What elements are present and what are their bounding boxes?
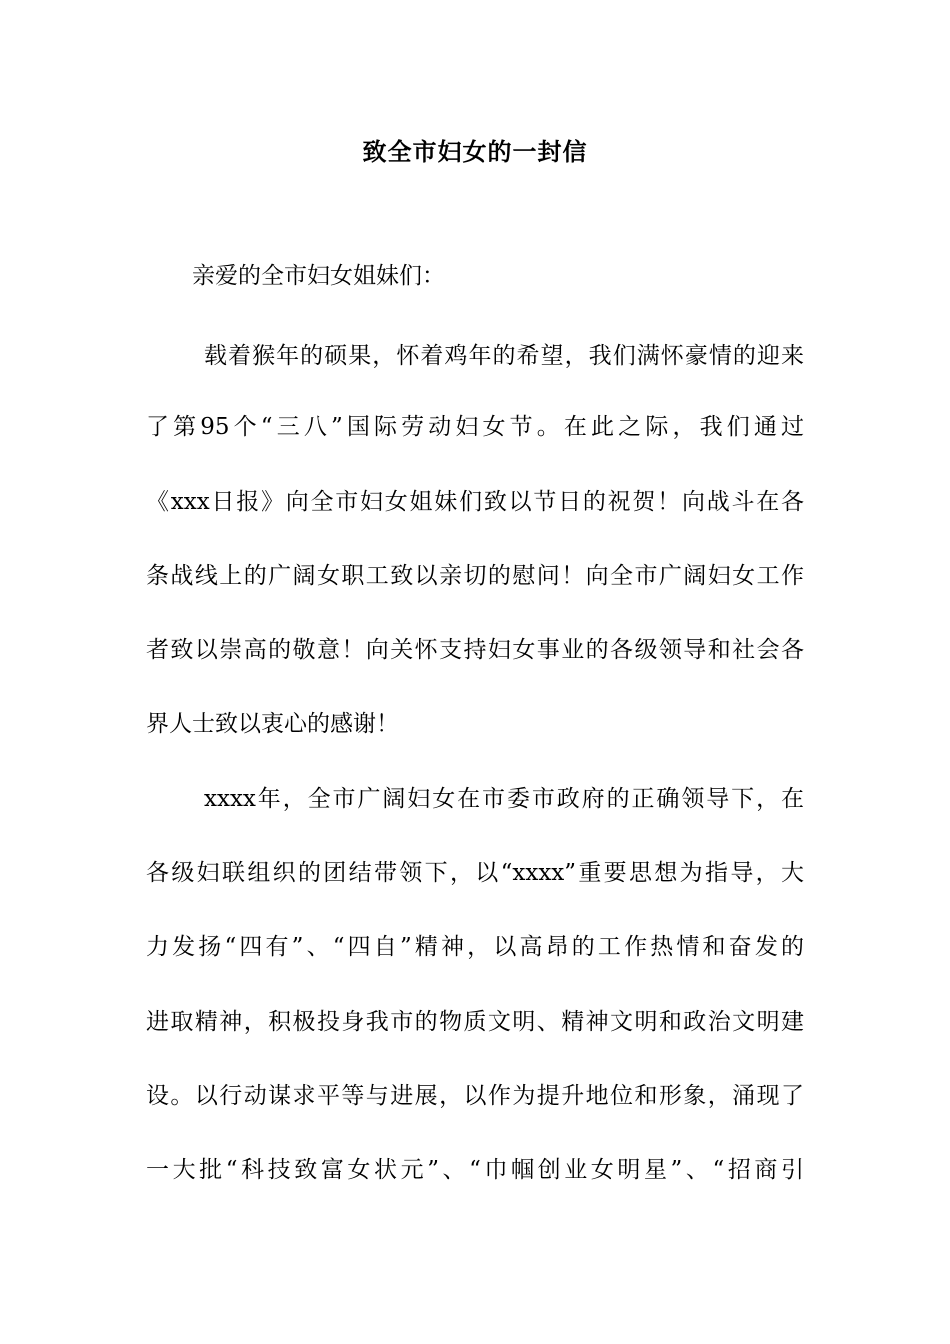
paragraph-1-line-6: 界人士致以衷心的感谢！ bbox=[146, 711, 399, 737]
paragraph-1-line-3: 《xxx日报》向全市妇女姐妹们致以节日的祝贺！向战斗在各 bbox=[146, 489, 804, 515]
paragraph-2-line-3: 力发扬“四有”、“四自”精神，以高昂的工作热情和奋发的 bbox=[146, 934, 804, 960]
paragraph-2-line-2: 各级妇联组织的团结带领下，以“xxxx”重要思想为指导，大 bbox=[146, 860, 804, 886]
paragraph-1-line-2: 了第95个“三八”国际劳动妇女节。在此之际，我们通过 bbox=[146, 414, 804, 440]
paragraph-2-line-6: 一大批“科技致富女状元”、“巾帼创业女明星”、“招商引 bbox=[146, 1157, 804, 1183]
paragraph-2-line-1: xxxx年，全市广阔妇女在市委市政府的正确领导下，在 bbox=[204, 786, 804, 812]
letter-title: 致全市妇女的一封信 bbox=[362, 138, 588, 166]
paragraph-1-line-1: 载着猴年的硕果，怀着鸡年的希望，我们满怀豪情的迎来 bbox=[204, 343, 804, 369]
paragraph-2-line-5: 设。以行动谋求平等与进展，以作为提升地位和形象，涌现了 bbox=[146, 1083, 804, 1109]
paragraph-2-line-4: 进取精神，积极投身我市的物质文明、精神文明和政治文明建 bbox=[146, 1009, 804, 1035]
paragraph-1-line-4: 条战线上的广阔女职工致以亲切的慰问！向全市广阔妇女工作 bbox=[146, 563, 804, 589]
paragraph-1-line-5: 者致以崇高的敬意！向关怀支持妇女事业的各级领导和社会各 bbox=[146, 637, 804, 663]
salutation: 亲爱的全市妇女姐妹们： bbox=[192, 263, 445, 289]
